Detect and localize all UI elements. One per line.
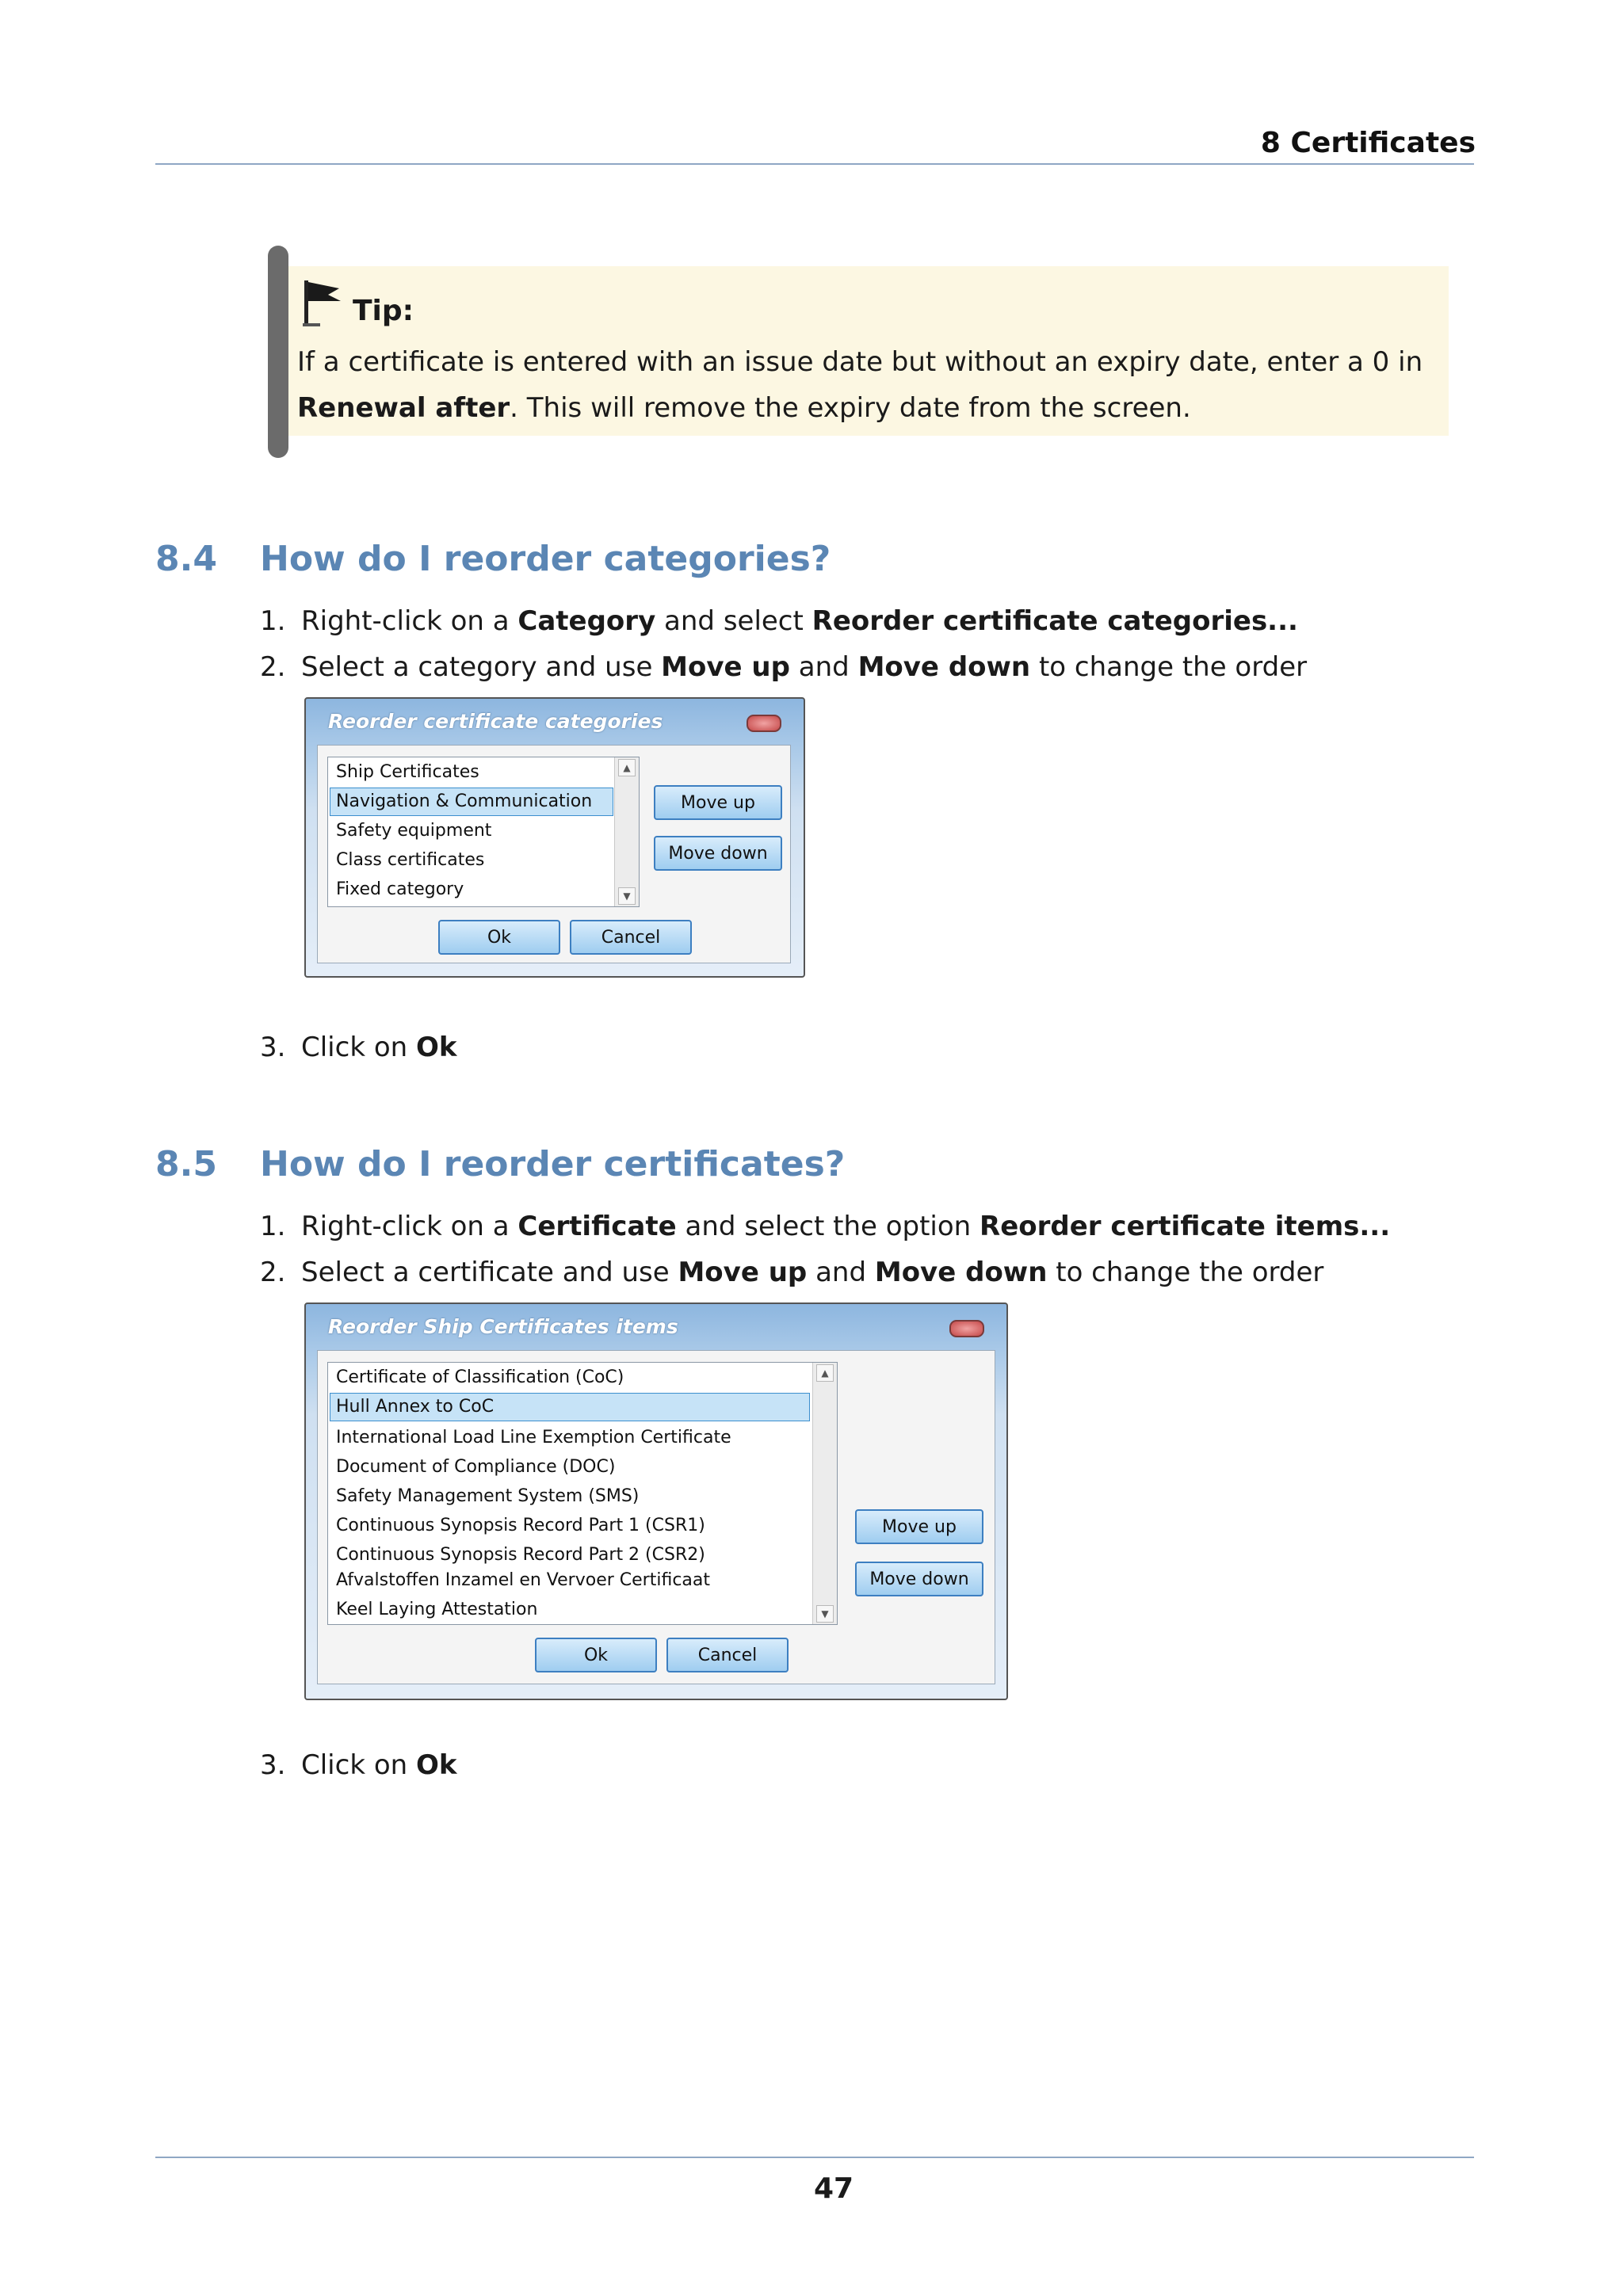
close-icon[interactable] <box>949 1320 984 1337</box>
list-item[interactable]: Safety Management System (SMS) <box>336 1486 640 1506</box>
move-down-button[interactable]: Move down <box>855 1562 983 1596</box>
list-item[interactable]: Ship Certificates <box>336 762 479 782</box>
list-scrollbar[interactable] <box>614 757 639 906</box>
page-number: 47 <box>813 2172 854 2205</box>
tip-text: If a certificate is entered with an issue date but without an expiry date, enter a 0 in Renewal after. This will remove the expiry date from the screen. <box>297 346 1423 424</box>
step-item: 3. Click on Ok <box>260 1749 457 1781</box>
close-icon[interactable] <box>747 715 781 732</box>
step-item: 1. Right-click on a Certificate and select the option Reorder certificate items... <box>260 1211 1391 1242</box>
list-item[interactable]: Certificate of Classification (CoC) <box>336 1367 624 1387</box>
scroll-down-icon[interactable]: ▼ <box>816 1605 834 1623</box>
step-item: 1. Right-click on a Category and select Reorder certificate categories... <box>260 605 1298 637</box>
list-item[interactable]: Continuous Synopsis Record Part 1 (CSR1) <box>336 1516 705 1535</box>
tip-title: Tip: <box>353 295 414 327</box>
list-item[interactable]: Fixed category <box>336 879 464 899</box>
step-item: 2. Select a certificate and use Move up and Move down to change the order <box>260 1257 1324 1288</box>
dialog-title: Reorder certificate categories <box>328 710 663 733</box>
list-item[interactable]: Document of Compliance (DOC) <box>336 1457 616 1477</box>
certificate-list[interactable] <box>327 1362 838 1625</box>
list-item[interactable]: Safety equipment <box>336 821 492 841</box>
scroll-up-icon[interactable]: ▲ <box>618 759 636 776</box>
footer-rule <box>155 2157 1474 2158</box>
header-rule <box>155 163 1474 165</box>
list-item[interactable]: Class certificates <box>336 850 485 870</box>
dialog-title: Reorder Ship Certificates items <box>328 1315 678 1338</box>
reorder-categories-dialog <box>304 697 805 978</box>
list-item[interactable]: Keel Laying Attestation <box>336 1600 538 1619</box>
move-down-button[interactable]: Move down <box>654 836 782 871</box>
move-up-button[interactable]: Move up <box>855 1509 983 1544</box>
cancel-button[interactable]: Cancel <box>570 920 692 955</box>
section-title: How do I reorder categories? <box>260 539 831 579</box>
step-item: 3. Click on Ok <box>260 1032 457 1063</box>
list-scrollbar[interactable] <box>812 1363 837 1624</box>
tip-bar <box>268 246 288 458</box>
section-number: 8.5 <box>155 1144 217 1184</box>
list-item[interactable]: Afvalstoffen Inzamel en Vervoer Certificaat <box>336 1570 711 1590</box>
flag-icon <box>301 277 346 331</box>
move-up-button[interactable]: Move up <box>654 785 782 820</box>
category-list[interactable] <box>327 757 640 907</box>
dialog-body <box>317 1350 995 1684</box>
running-header: 8 Certificates <box>1260 127 1476 159</box>
section-number: 8.4 <box>155 539 217 579</box>
cancel-button[interactable]: Cancel <box>666 1638 789 1672</box>
list-item[interactable]: Continuous Synopsis Record Part 2 (CSR2) <box>336 1545 705 1565</box>
section-title: How do I reorder certificates? <box>260 1144 846 1184</box>
dialog-body <box>317 745 791 963</box>
scroll-up-icon[interactable]: ▲ <box>816 1364 834 1382</box>
reorder-items-dialog <box>304 1302 1008 1700</box>
ok-button[interactable]: Ok <box>438 920 560 955</box>
list-item[interactable]: International Load Line Exemption Certificate <box>336 1428 731 1447</box>
step-item: 2. Select a category and use Move up and Move down to change the order <box>260 651 1308 683</box>
list-item[interactable]: Navigation & Communication <box>336 791 593 811</box>
list-item[interactable]: Hull Annex to CoC <box>336 1397 495 1417</box>
ok-button[interactable]: Ok <box>535 1638 657 1672</box>
scroll-down-icon[interactable]: ▼ <box>618 887 636 905</box>
